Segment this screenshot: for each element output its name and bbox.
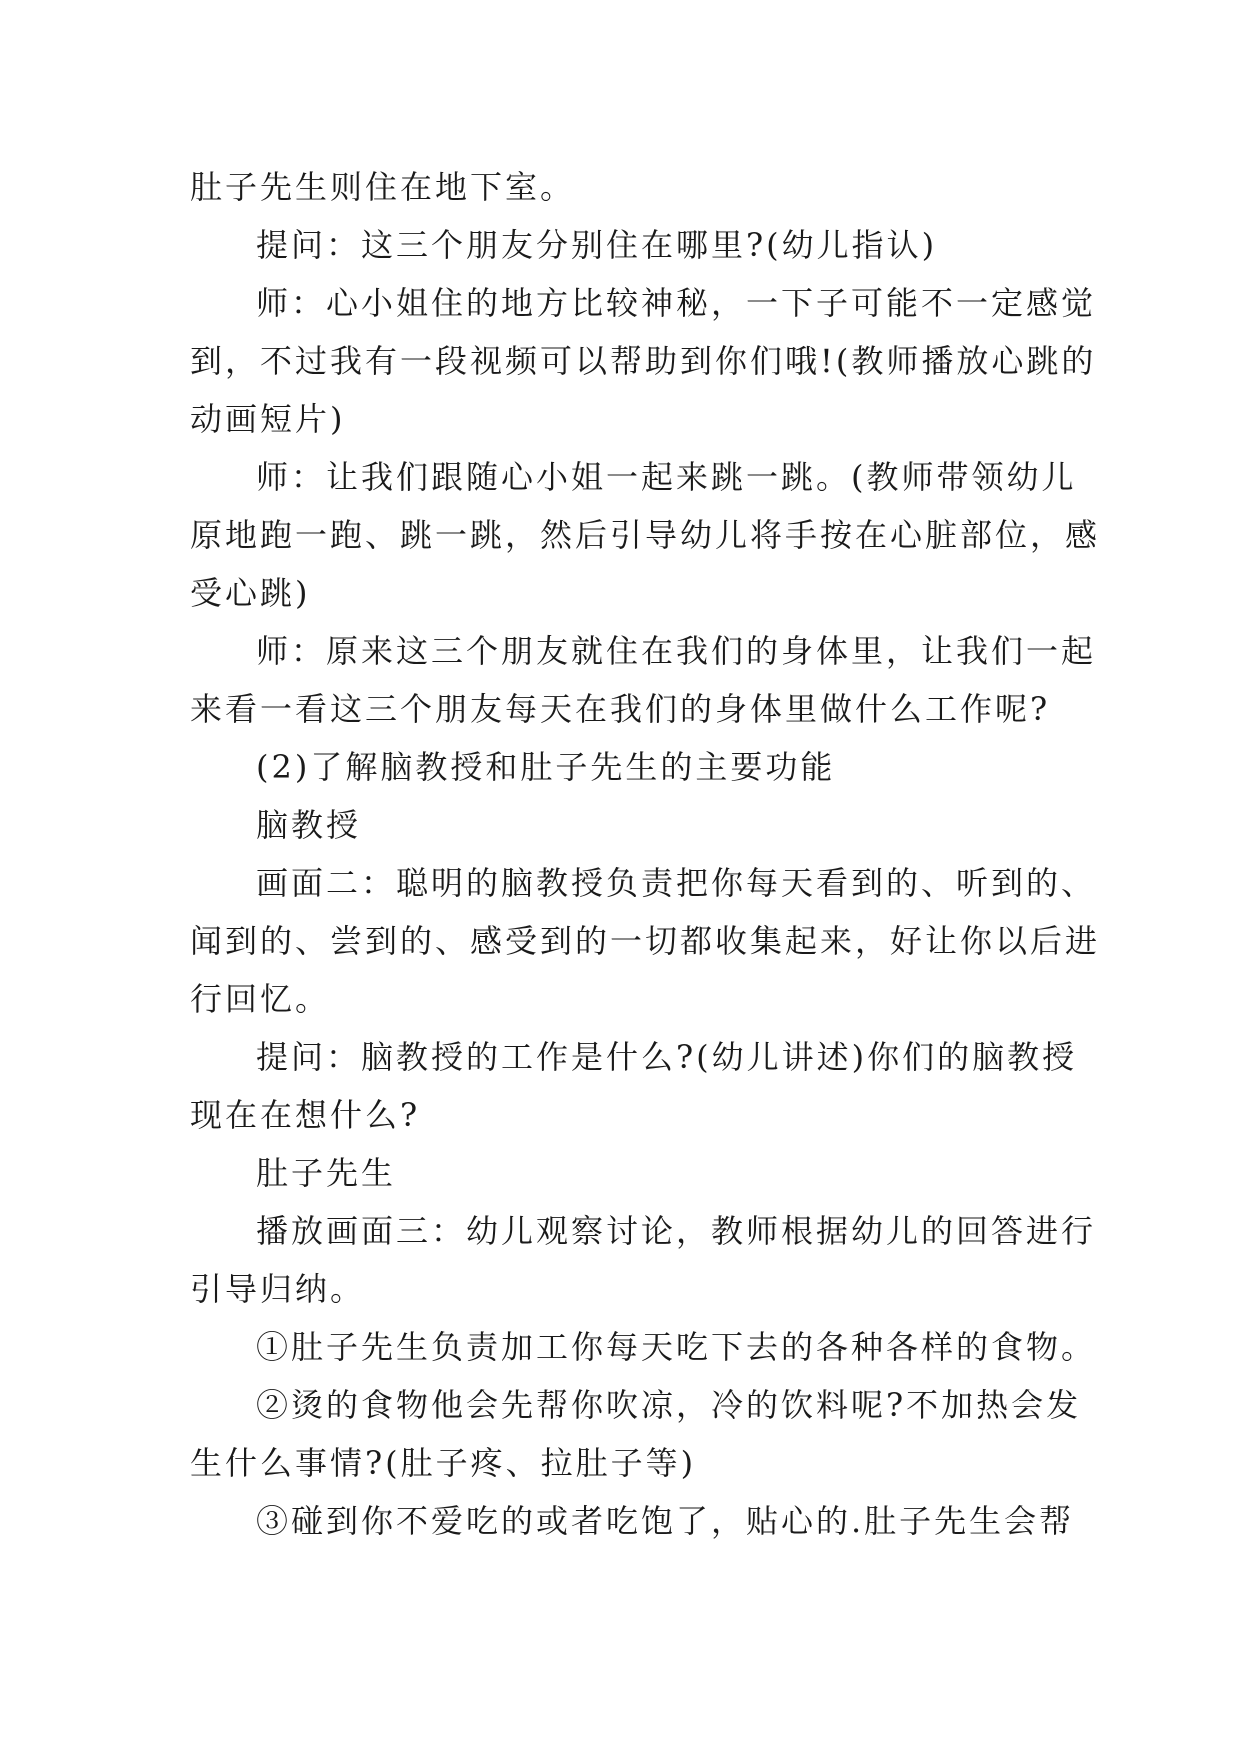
text-line: 来看一看这三个朋友每天在我们的身体里做什么工作呢? (190, 690, 1051, 728)
text-line: 师：原来这三个朋友就住在我们的身体里，让我们一起 (256, 632, 1097, 670)
text-line: 提问：这三个朋友分别住在哪里?(幼儿指认) (256, 226, 938, 264)
list-item: ③碰到你不爱吃的或者吃饱了，贴心的.肚子先生会帮 (256, 1502, 1075, 1540)
text-line: 受心跳) (190, 574, 311, 612)
text-line: 生什么事情?(肚子疼、拉肚子等) (190, 1444, 697, 1482)
text-line: 师：心小姐住的地方比较神秘，一下子可能不一定感觉 (256, 284, 1097, 322)
subheading: 肚子先生 (256, 1154, 397, 1192)
text-line: 画面二：聪明的脑教授负责把你每天看到的、听到的、 (256, 864, 1097, 902)
text-line: 播放画面三：幼儿观察讨论，教师根据幼儿的回答进行 (256, 1212, 1097, 1250)
text-line: 提问：脑教授的工作是什么?(幼儿讲述)你们的脑教授 (256, 1038, 1078, 1076)
text-line: 行回忆。 (190, 980, 331, 1018)
text-line: 现在在想什么? (190, 1096, 421, 1134)
list-item: ①肚子先生负责加工你每天吃下去的各种各样的食物。 (256, 1328, 1097, 1366)
text-line: 原地跑一跑、跳一跳，然后引导幼儿将手按在心脏部位，感 (190, 516, 1101, 554)
text-line: 动画短片) (190, 400, 346, 438)
list-item: ②烫的食物他会先帮你吹凉，冷的饮料呢?不加热会发 (256, 1386, 1082, 1424)
text-line: 肚子先生则住在地下室。 (190, 168, 576, 206)
section-heading: (2)了解脑教授和肚子先生的主要功能 (256, 748, 836, 786)
text-line: 引导归纳。 (190, 1270, 366, 1308)
text-line: 闻到的、尝到的、感受到的一切都收集起来，好让你以后进 (190, 922, 1101, 960)
text-line: 师：让我们跟随心小姐一起来跳一跳。(教师带领幼儿 (256, 458, 1077, 496)
text-line: 到，不过我有一段视频可以帮助到你们哦!(教师播放心跳的 (190, 342, 1097, 380)
body-text (190, 158, 1101, 1550)
subheading: 脑教授 (256, 806, 362, 844)
